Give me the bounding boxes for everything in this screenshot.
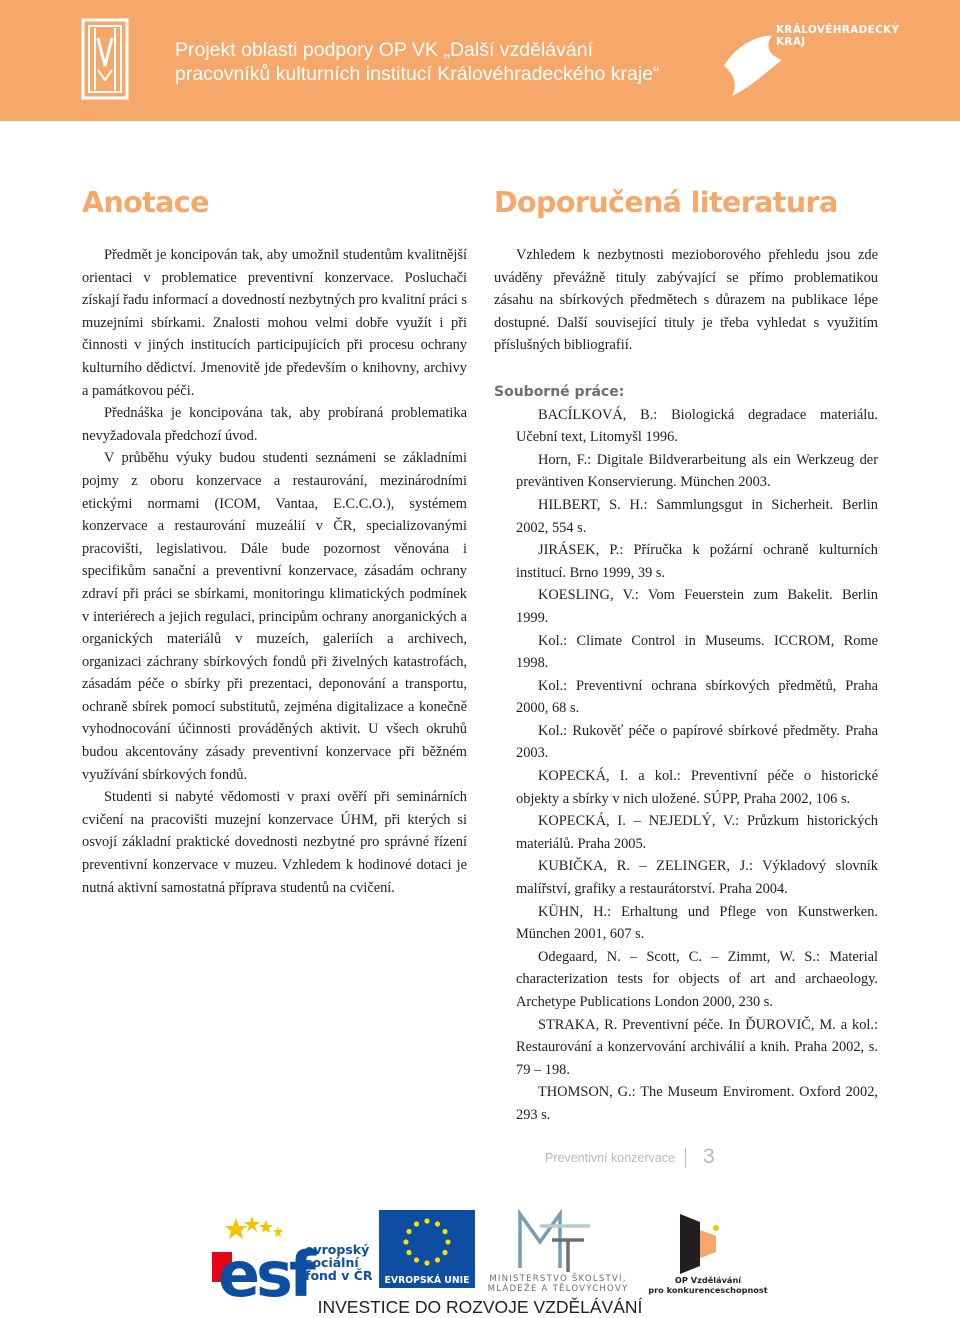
anotace-paragraph: Přednáška je koncipována tak, aby probíraná problematika nevyžadovala předchozí úvod. (82, 405, 467, 444)
reference-item: Odegaard, N. – Scott, C. – Zimmt, W. S.: Material characterization tests for objects of art and archaeology. Archetype Publications London 2000, 230 s. (516, 948, 878, 1010)
reference-item: THOMSON, G.: The Museum Enviroment. Oxford 2002, 293 s. (516, 1084, 878, 1123)
anotace-paragraph: Studenti si nabyté vědomosti v praxi ověří při seminárních cvičení na pracovišti muzejní konzervace ÚHM, při kterých si osvojí základní praktické dovednosti nezbytné pro správné řízení preventivní konzervace v muzeu. Vzhledem k hodinové dotaci je nutná aktivní samostatná příprava studentů na cvičení. (82, 789, 467, 896)
eu-flag-icon (379, 1210, 475, 1274)
reference-item: KOPECKÁ, I. – NEJEDLÝ, V.: Průzkum historických materiálů. Praha 2005. (516, 813, 878, 852)
svg-text:esf: esf (218, 1238, 312, 1311)
reference-item: Kol.: Climate Control in Museums. ICCROM, Rome 1998. (516, 632, 878, 672)
msmt-label-line1: MINISTERSTVO ŠKOLSTVÍ, (489, 1274, 627, 1284)
project-title-line2: pracovníků kulturních institucí Královéhradeckého kraje“ (175, 63, 660, 85)
reference-item: Kol.: Rukověť péče o papírové sbírkové předměty. Praha 2003. (516, 722, 878, 762)
header-band (0, 0, 960, 121)
reference-item: KOPECKÁ, I. a kol.: Preventivní péče o historické objekty a sbírky v nich uložené. SÚPP, Praha 2002, 106 s. (516, 768, 878, 807)
literatura-column (494, 244, 878, 1127)
esf-name (305, 1243, 373, 1282)
eu-label: EVROPSKÁ UNIE (379, 1274, 475, 1288)
reference-item: KÜHN, H.: Erhaltung und Pflege von Kunstwerken. München 2001, 607 s. (516, 903, 878, 943)
investice-slogan: INVESTICE DO ROZVOJE VZDĚLÁVÁNÍ (317, 1297, 643, 1317)
reference-item: JIRÁSEK, P.: Příručka k požární ochraně kulturních institucí. Brno 1999, 39 s. (516, 542, 878, 581)
page-number: 3 (703, 1145, 715, 1168)
anotace-heading: Anotace (82, 186, 209, 219)
op-vk-label-line1: OP Vzdělávání (674, 1275, 742, 1285)
anotace-column (82, 244, 467, 899)
esf-name-line2: sociální (305, 1255, 359, 1270)
region-name-line2: KRAJ (776, 36, 806, 48)
op-vk-label (648, 1276, 768, 1295)
reference-item: BACÍLKOVÁ, B.: Biologická degradace materiálu. Učební text, Litomyšl 1996. (516, 406, 878, 446)
anotace-paragraph: Předmět je koncipován tak, aby umožnil studentům kvalitnější orientaci v problematice preventivní konzervace. Posluchači získají řadu informací a dovedností nezbytných pro kvalitní práci s muzejními sbírkami. Znalosti mohou velmi dobře využít i při činnosti v jiných institucích participujících při procesu ochrany kulturního dědictví. Jmenovitě jde především o knihovny, archivy a památkovou péči. (82, 247, 467, 399)
region-name (776, 24, 916, 48)
anotace-paragraph: V průběhu výuky budou studenti seznámeni se základními pojmy z oboru konzervace a restaurování, mezinárodními etickými normami (ICOM, Vantaa, E.C.C.O.), systémem konzervace a restaurování muzeálií v ČR, specializovanými pracovišti, legislativou. Dále bude pozornost věnována i specifikům sanační a preventivní konzervace, zásadám ochrany zdraví při práci se sbírkami, monitoringu klimatických podmínek v interiérech a jejich regulaci, principům ochrany anorganických a organických materiálů v muzeích, galeriích a archivech, organizaci záchrany sbírkových fondů při živelných katastrofách, zásadám péče o sbírky při prezentaci, deponování a transportu, ochraně sbírek pomocí substitutů, zejména digitalizace a konečně vyhodnocování účinnosti prováděných aktivit. U všech okruhů budou akcentovány zásady preventivní konzervace při běžném využívání sbírkových fondů. (82, 450, 467, 783)
reference-item: Horn, F.: Digitale Bildverarbeitung als ein Werkzeug der preväntiven Konservierung. München 2003. (516, 451, 878, 491)
reference-item: KOESLING, V.: Vom Feuerstein zum Bakelit. Berlin 1999. (516, 587, 878, 626)
souborne-prace-subheading: Souborné práce: (494, 383, 625, 400)
literatura-heading: Doporučená literatura (494, 186, 838, 219)
msmt-label (470, 1274, 646, 1294)
reference-list (494, 404, 878, 1127)
region-name-line1: KRÁLOVÉHRADECKÝ (776, 24, 900, 36)
reference-item: KUBIČKA, R. – ZELINGER, J.: Výkladový slovník malířství, grafiky a restaurátorství. Praha 2004. (516, 858, 878, 898)
project-title (175, 38, 695, 86)
reference-item: STRAKA, R. Preventivní péče. In ĎUROVIČ, M. a kol.: Restaurování a konzervování archiválií a knih. Praha 2002, s. 79 – 198. (516, 1016, 878, 1078)
op-vk-label-line2: pro konkurenceschopnost (648, 1284, 768, 1295)
op-vk-logo-icon (680, 1214, 719, 1274)
footer-section-label: Preventivní konzervace (545, 1151, 675, 1165)
museum-logo-icon (81, 18, 129, 100)
msmt-label-line2: MLÁDEŽE A TĚLOVÝCHOVY (487, 1284, 629, 1294)
literatura-intro: Vzhledem k nezbytnosti mezioborového přehledu jsou zde uváděny převážně tituly zabývající se přímo problematikou zásahu na sbírkových předmětech s důrazem na publikace lépe dostupné. Další související tituly je třeba vyhledat s využitím příslušných bibliografií. (494, 247, 878, 354)
esf-name-line1: evropský (305, 1242, 370, 1257)
footer-divider (685, 1148, 686, 1168)
project-title-line1: Projekt oblasti podpory OP VK „Další vzdělávání (175, 39, 594, 61)
reference-item: Kol.: Preventivní ochrana sbírkových předmětů, Praha 2000, 68 s. (516, 677, 878, 717)
esf-name-line3: fond v ČR (305, 1268, 373, 1283)
reference-item: HILBERT, S. H.: Sammlungsgut in Sicherheit. Berlin 2002, 554 s. (516, 496, 878, 536)
msmt-logo-icon (520, 1214, 590, 1272)
